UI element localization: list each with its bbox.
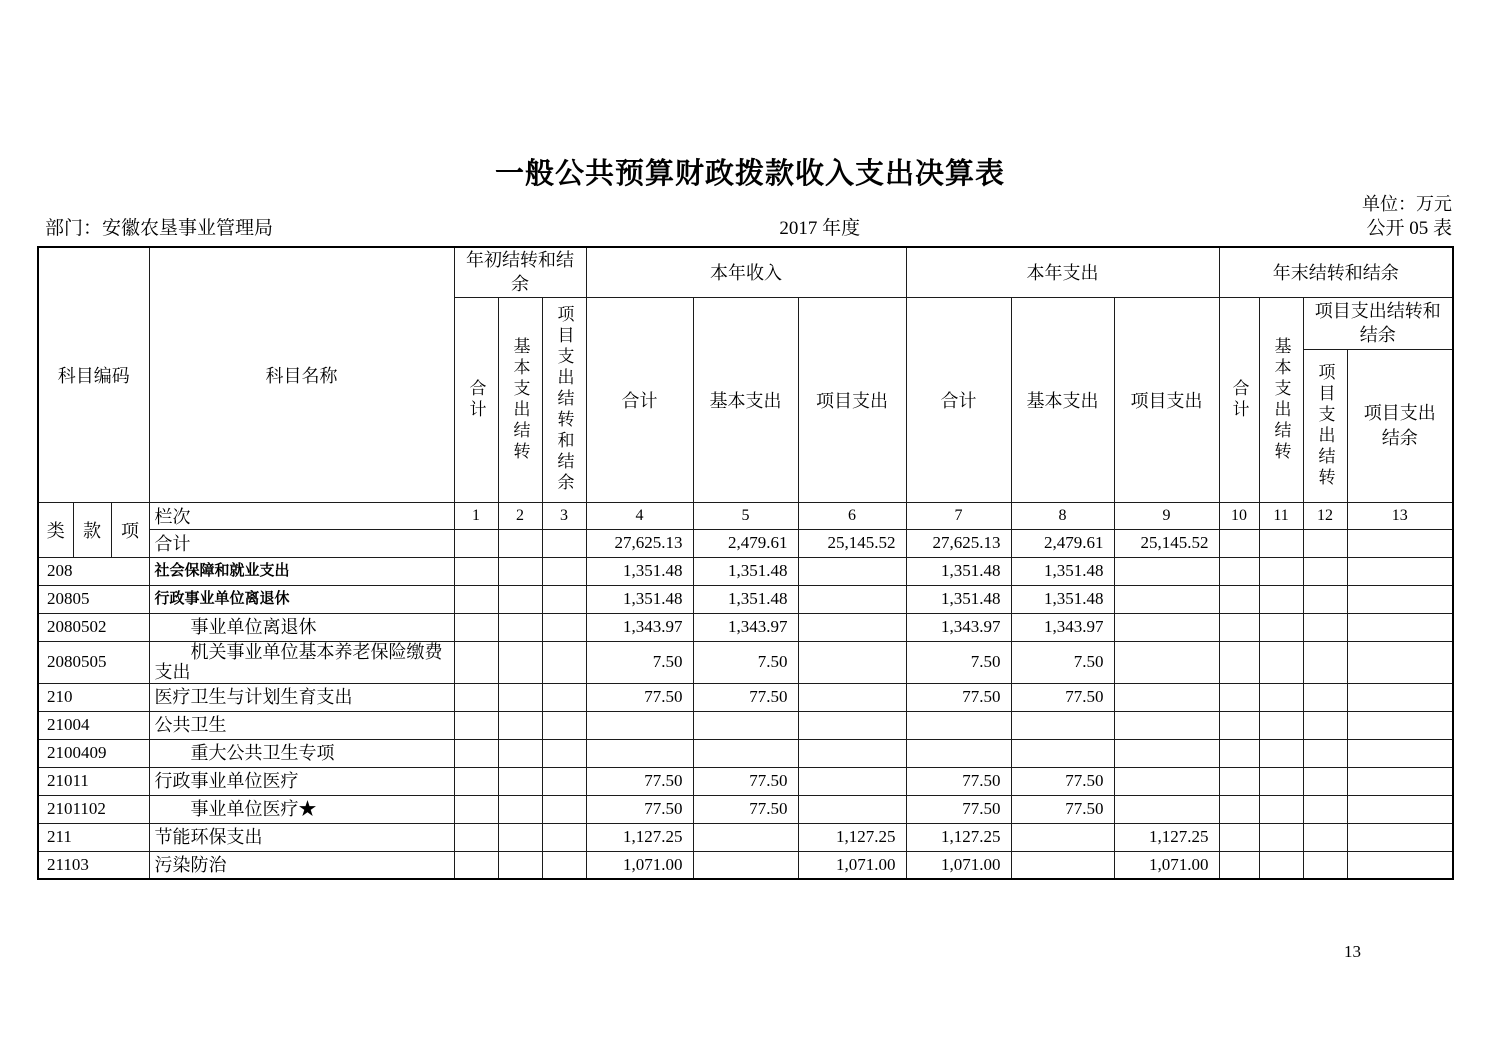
value-cell: 1,071.00 xyxy=(906,851,1011,879)
col-number: 4 xyxy=(586,502,693,529)
value-cell xyxy=(1219,823,1259,851)
header-group-row xyxy=(38,247,1453,297)
value-cell xyxy=(454,585,498,613)
value-cell xyxy=(1347,767,1453,795)
col-number: 8 xyxy=(1011,502,1114,529)
value-cell xyxy=(798,585,906,613)
value-cell xyxy=(498,711,542,739)
value-cell xyxy=(1347,711,1453,739)
header-expense-total: 合计 xyxy=(906,297,1011,502)
value-cell xyxy=(693,711,798,739)
header-expense-group: 本年支出 xyxy=(906,247,1219,297)
value-cell: 1,071.00 xyxy=(586,851,693,879)
row-code: 2100409 xyxy=(38,739,149,767)
header-end-project-carryover: 项目支出结转 xyxy=(1303,349,1347,502)
value-cell xyxy=(1219,683,1259,711)
value-cell xyxy=(498,739,542,767)
value-cell: 77.50 xyxy=(693,795,798,823)
value-cell xyxy=(454,823,498,851)
row-code: 2080502 xyxy=(38,613,149,641)
col-number: 12 xyxy=(1303,502,1347,529)
value-cell xyxy=(542,613,586,641)
row-name: 公共卫生 xyxy=(149,711,454,739)
value-cell xyxy=(542,795,586,823)
value-cell xyxy=(498,683,542,711)
value-cell xyxy=(1347,641,1453,683)
header-code-class: 类 xyxy=(38,502,73,557)
row-code: 21011 xyxy=(38,767,149,795)
value-cell xyxy=(586,711,693,739)
value-cell: 1,127.25 xyxy=(1114,823,1219,851)
row-code: 211 xyxy=(38,823,149,851)
value-cell xyxy=(542,767,586,795)
row-name: 事业单位离退休 xyxy=(149,613,454,641)
header-income-total: 合计 xyxy=(586,297,693,502)
value-cell: 1,343.97 xyxy=(1011,613,1114,641)
value-cell xyxy=(1347,613,1453,641)
value-cell xyxy=(454,739,498,767)
value-cell xyxy=(798,641,906,683)
value-cell xyxy=(454,683,498,711)
value-cell xyxy=(454,767,498,795)
value-cell: 7.50 xyxy=(906,641,1011,683)
value-cell xyxy=(1303,683,1347,711)
value-cell xyxy=(1303,711,1347,739)
value-cell: 1,351.48 xyxy=(1011,557,1114,585)
header-subject-name: 科目名称 xyxy=(149,247,454,502)
totals-row xyxy=(38,529,1453,557)
header-end-basic-carryover: 基本支出结转 xyxy=(1259,297,1303,502)
value-cell xyxy=(542,529,586,557)
value-cell xyxy=(1347,823,1453,851)
value-cell xyxy=(693,739,798,767)
table-row xyxy=(38,585,1453,613)
row-code: 20805 xyxy=(38,585,149,613)
value-cell: 27,625.13 xyxy=(906,529,1011,557)
value-cell: 1,351.48 xyxy=(586,557,693,585)
value-cell xyxy=(542,557,586,585)
table-row xyxy=(38,795,1453,823)
value-cell: 77.50 xyxy=(693,767,798,795)
col-number: 13 xyxy=(1347,502,1453,529)
value-cell: 1,127.25 xyxy=(798,823,906,851)
value-cell: 1,127.25 xyxy=(906,823,1011,851)
col-number: 2 xyxy=(498,502,542,529)
value-cell xyxy=(542,711,586,739)
value-cell xyxy=(693,851,798,879)
row-code: 2080505 xyxy=(38,641,149,683)
value-cell xyxy=(1011,851,1114,879)
header-income-project: 项目支出 xyxy=(798,297,906,502)
row-name: 社会保障和就业支出 xyxy=(149,557,454,585)
value-cell xyxy=(454,557,498,585)
value-cell xyxy=(1303,641,1347,683)
value-cell xyxy=(1114,711,1219,739)
header-income-group: 本年收入 xyxy=(586,247,906,297)
col-number: 9 xyxy=(1114,502,1219,529)
table-row xyxy=(38,711,1453,739)
row-code: 21004 xyxy=(38,711,149,739)
value-cell xyxy=(1303,795,1347,823)
table-row xyxy=(38,613,1453,641)
header-end-project-group: 项目支出结转和结余 xyxy=(1303,297,1453,349)
row-name: 行政事业单位离退休 xyxy=(149,585,454,613)
value-cell xyxy=(498,585,542,613)
value-cell xyxy=(798,557,906,585)
department-label: 部门：安徽农垦事业管理局 xyxy=(45,218,274,239)
value-cell xyxy=(1259,585,1303,613)
value-cell xyxy=(454,711,498,739)
value-cell xyxy=(1011,823,1114,851)
value-cell xyxy=(1219,557,1259,585)
value-cell xyxy=(1259,683,1303,711)
value-cell xyxy=(798,767,906,795)
header-code-item: 项 xyxy=(111,502,149,557)
table-row xyxy=(38,851,1453,879)
row-code: 208 xyxy=(38,557,149,585)
value-cell: 77.50 xyxy=(906,795,1011,823)
table-row xyxy=(38,557,1453,585)
header-end-total: 合计 xyxy=(1219,297,1259,502)
col-number: 7 xyxy=(906,502,1011,529)
header-end-balance-group: 年末结转和结余 xyxy=(1219,247,1453,297)
value-cell xyxy=(498,641,542,683)
value-cell xyxy=(1347,795,1453,823)
table-row xyxy=(38,683,1453,711)
value-cell xyxy=(498,795,542,823)
value-cell xyxy=(1259,641,1303,683)
value-cell xyxy=(454,529,498,557)
value-cell xyxy=(454,641,498,683)
table-row xyxy=(38,739,1453,767)
value-cell: 1,127.25 xyxy=(586,823,693,851)
value-cell xyxy=(1114,795,1219,823)
value-cell xyxy=(798,711,906,739)
value-cell: 27,625.13 xyxy=(586,529,693,557)
value-cell: 1,351.48 xyxy=(1011,585,1114,613)
value-cell xyxy=(906,711,1011,739)
value-cell xyxy=(1259,613,1303,641)
col-number: 1 xyxy=(454,502,498,529)
value-cell xyxy=(1347,851,1453,879)
value-cell xyxy=(454,613,498,641)
value-cell xyxy=(798,739,906,767)
header-begin-project-carryover: 项目支出结转和结余 xyxy=(542,297,586,502)
value-cell xyxy=(1219,851,1259,879)
value-cell: 7.50 xyxy=(1011,641,1114,683)
value-cell xyxy=(1219,641,1259,683)
value-cell: 77.50 xyxy=(1011,795,1114,823)
value-cell xyxy=(454,851,498,879)
value-cell xyxy=(1114,767,1219,795)
value-cell: 1,343.97 xyxy=(586,613,693,641)
value-cell xyxy=(542,851,586,879)
value-cell: 77.50 xyxy=(906,767,1011,795)
value-cell xyxy=(1219,795,1259,823)
value-cell xyxy=(1303,767,1347,795)
value-cell: 77.50 xyxy=(586,767,693,795)
value-cell xyxy=(542,641,586,683)
header-expense-basic: 基本支出 xyxy=(1011,297,1114,502)
page-number: 13 xyxy=(1344,942,1361,961)
lanci-label: 栏次 xyxy=(149,502,454,529)
header-code-section: 款 xyxy=(73,502,111,557)
value-cell xyxy=(1114,683,1219,711)
value-cell: 1,071.00 xyxy=(798,851,906,879)
value-cell xyxy=(1114,613,1219,641)
col-number: 10 xyxy=(1219,502,1259,529)
value-cell: 1,343.97 xyxy=(693,613,798,641)
value-cell xyxy=(498,851,542,879)
row-name: 机关事业单位基本养老保险缴费支出 xyxy=(149,641,454,683)
table-code-label: 公开 05 表 xyxy=(1366,218,1452,239)
value-cell xyxy=(1259,767,1303,795)
value-cell: 77.50 xyxy=(1011,683,1114,711)
unit-label: 单位：万元 xyxy=(1362,194,1452,214)
value-cell xyxy=(1259,823,1303,851)
col-number: 3 xyxy=(542,502,586,529)
row-code: 210 xyxy=(38,683,149,711)
col-number: 6 xyxy=(798,502,906,529)
value-cell xyxy=(1259,557,1303,585)
value-cell xyxy=(542,739,586,767)
value-cell xyxy=(1259,851,1303,879)
value-cell: 1,343.97 xyxy=(906,613,1011,641)
value-cell xyxy=(542,585,586,613)
value-cell xyxy=(542,683,586,711)
value-cell xyxy=(542,823,586,851)
value-cell xyxy=(1219,585,1259,613)
row-name: 污染防治 xyxy=(149,851,454,879)
value-cell: 77.50 xyxy=(586,795,693,823)
value-cell xyxy=(1259,739,1303,767)
value-cell xyxy=(906,739,1011,767)
value-cell xyxy=(798,795,906,823)
header-expense-project: 项目支出 xyxy=(1114,297,1219,502)
value-cell xyxy=(498,613,542,641)
table-row xyxy=(38,641,1453,683)
row-name: 事业单位医疗★ xyxy=(149,795,454,823)
value-cell xyxy=(1347,529,1453,557)
value-cell: 25,145.52 xyxy=(1114,529,1219,557)
year-label: 2017 年度 xyxy=(779,218,861,239)
value-cell: 1,351.48 xyxy=(906,557,1011,585)
value-cell xyxy=(586,739,693,767)
value-cell xyxy=(1259,529,1303,557)
value-cell xyxy=(1303,557,1347,585)
value-cell xyxy=(454,795,498,823)
value-cell: 1,351.48 xyxy=(906,585,1011,613)
row-code: 2101102 xyxy=(38,795,149,823)
value-cell xyxy=(498,823,542,851)
value-cell xyxy=(1011,711,1114,739)
value-cell xyxy=(498,767,542,795)
value-cell: 1,351.48 xyxy=(693,557,798,585)
value-cell xyxy=(693,823,798,851)
value-cell xyxy=(1303,529,1347,557)
table-row xyxy=(38,823,1453,851)
header-begin-total: 合计 xyxy=(454,297,498,502)
value-cell xyxy=(1259,795,1303,823)
value-cell: 1,351.48 xyxy=(693,585,798,613)
value-cell xyxy=(1114,557,1219,585)
budget-final-accounts-table xyxy=(37,246,1454,880)
meta-line xyxy=(45,218,1452,240)
value-cell xyxy=(1347,585,1453,613)
value-cell: 1,071.00 xyxy=(1114,851,1219,879)
row-name: 医疗卫生与计划生育支出 xyxy=(149,683,454,711)
value-cell xyxy=(1303,851,1347,879)
header-subject-code: 科目编码 xyxy=(38,247,149,502)
value-cell xyxy=(1347,739,1453,767)
value-cell xyxy=(1347,557,1453,585)
value-cell xyxy=(1303,739,1347,767)
value-cell xyxy=(1114,739,1219,767)
value-cell xyxy=(798,683,906,711)
value-cell: 2,479.61 xyxy=(693,529,798,557)
row-code: 21103 xyxy=(38,851,149,879)
value-cell xyxy=(1303,585,1347,613)
col-number: 5 xyxy=(693,502,798,529)
value-cell xyxy=(1347,683,1453,711)
totals-label: 合计 xyxy=(149,529,454,557)
value-cell xyxy=(498,529,542,557)
value-cell xyxy=(1219,739,1259,767)
value-cell: 7.50 xyxy=(693,641,798,683)
header-end-project-balance: 项目支出结余 xyxy=(1347,349,1453,502)
value-cell: 2,479.61 xyxy=(1011,529,1114,557)
table-row xyxy=(38,767,1453,795)
value-cell: 25,145.52 xyxy=(798,529,906,557)
value-cell xyxy=(1114,641,1219,683)
value-cell: 7.50 xyxy=(586,641,693,683)
value-cell xyxy=(1219,711,1259,739)
value-cell xyxy=(798,613,906,641)
value-cell: 1,351.48 xyxy=(586,585,693,613)
value-cell xyxy=(1114,585,1219,613)
row-name: 重大公共卫生专项 xyxy=(149,739,454,767)
value-cell: 77.50 xyxy=(906,683,1011,711)
value-cell xyxy=(1011,739,1114,767)
row-name: 节能环保支出 xyxy=(149,823,454,851)
column-index-row xyxy=(38,502,1453,529)
value-cell xyxy=(1303,613,1347,641)
value-cell: 77.50 xyxy=(586,683,693,711)
value-cell xyxy=(498,557,542,585)
value-cell xyxy=(1219,613,1259,641)
value-cell xyxy=(1259,711,1303,739)
col-number: 11 xyxy=(1259,502,1303,529)
value-cell xyxy=(1219,529,1259,557)
value-cell: 77.50 xyxy=(1011,767,1114,795)
value-cell: 77.50 xyxy=(693,683,798,711)
header-begin-balance-group: 年初结转和结余 xyxy=(454,247,586,297)
value-cell xyxy=(1303,823,1347,851)
header-income-basic: 基本支出 xyxy=(693,297,798,502)
header-begin-basic-carryover: 基本支出结转 xyxy=(498,297,542,502)
page-title: 一般公共预算财政拨款收入支出决算表 xyxy=(494,158,1005,190)
row-name: 行政事业单位医疗 xyxy=(149,767,454,795)
value-cell xyxy=(1219,767,1259,795)
unit-line xyxy=(37,194,1452,214)
